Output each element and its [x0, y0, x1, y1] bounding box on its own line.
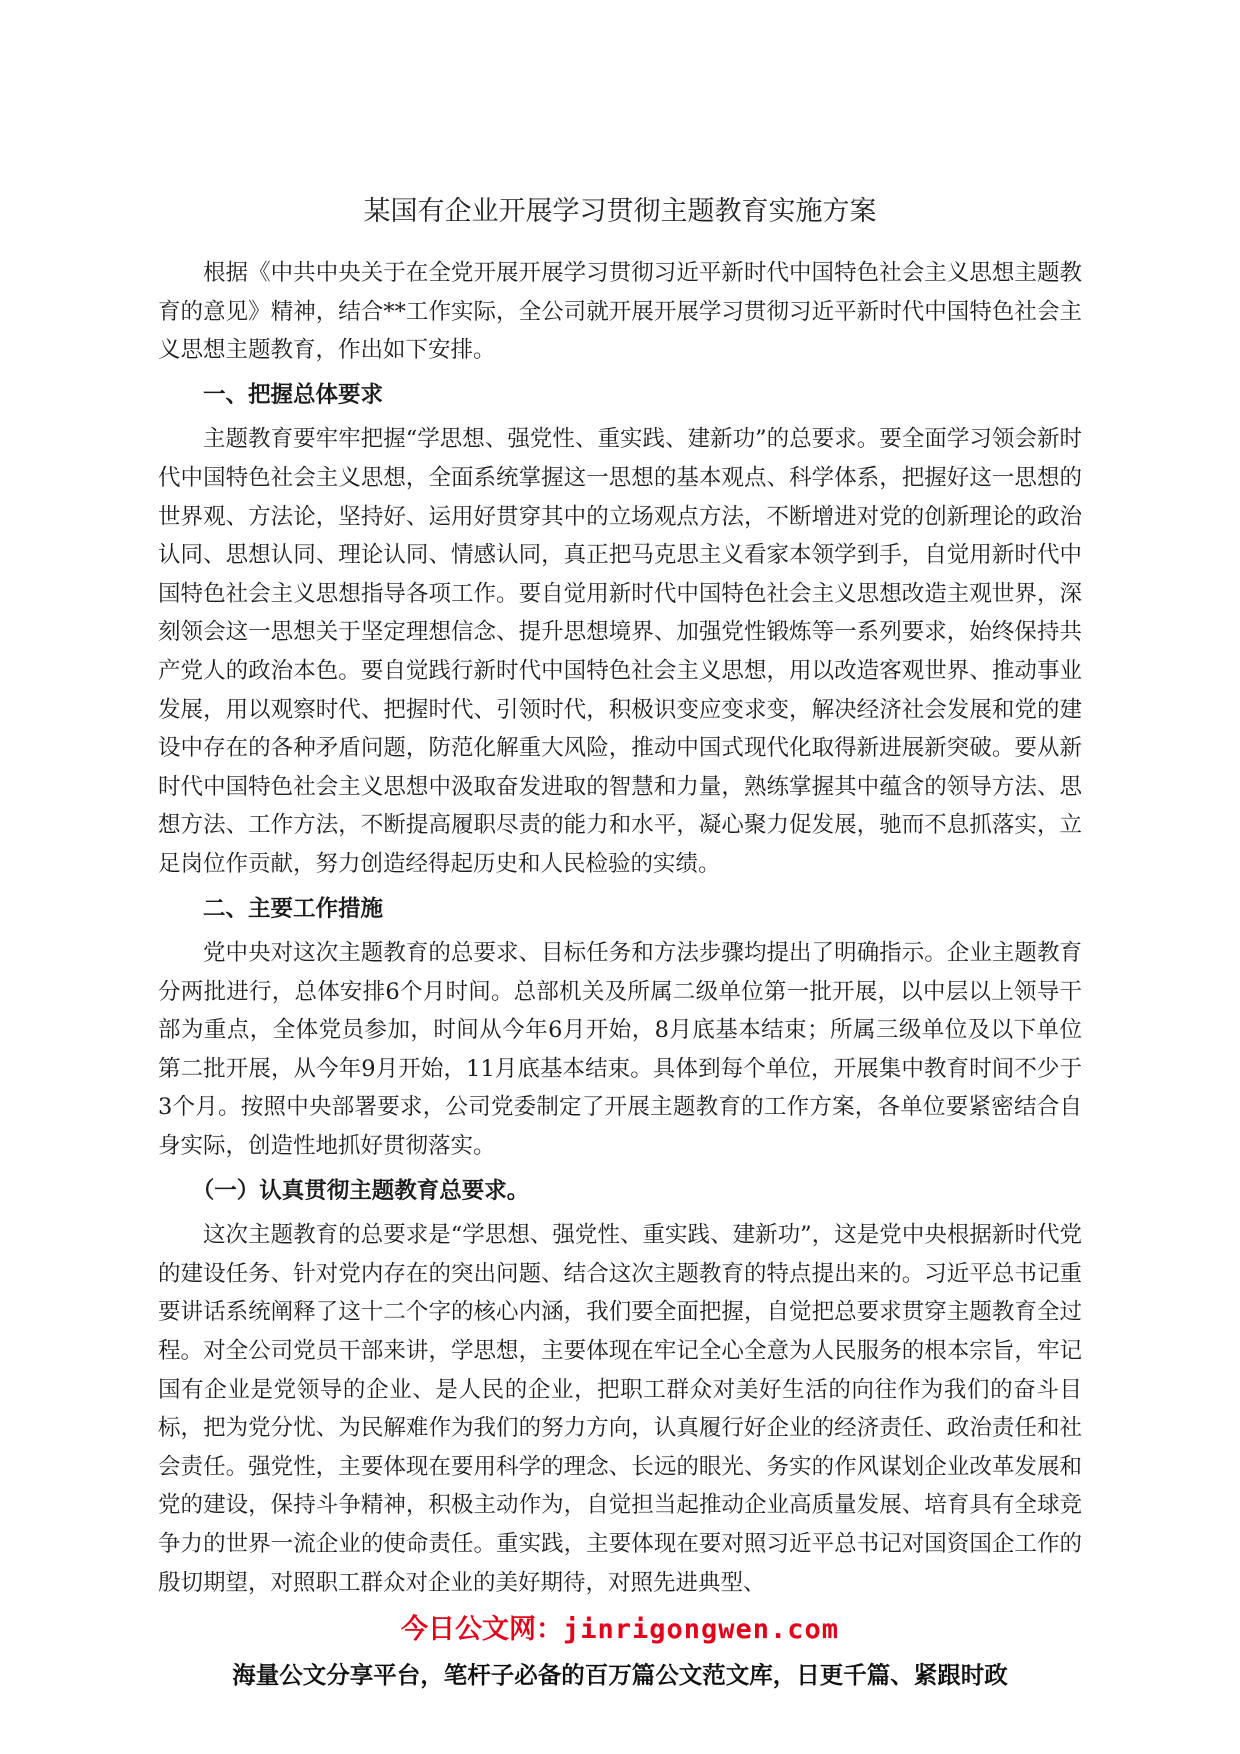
brand-url[interactable]: jinrigongwen.com [562, 1614, 840, 1645]
section-2-heading: 二、主要工作措施 [203, 895, 384, 922]
section-2-paragraph: 党中央对这次主题教育的总要求、目标任务和方法步骤均提出了明确指示。企业主题教育分两批进行，总体安排6个月时间。总部机关及所属二级单位第一批开展，以中层以上领导干部为重点，全体党员参加，时间从今年6月开始，8月底基本结束；所属三级单位及以下单位第二批开展，从今年9月开始，11月底基本结束。具体到每个单位，开展集中教育时间不少于3个月。按照中央部署要求，公司党委制定了开展主题教育的工作方案，各单位要紧密结合自身实际，创造性地抓好贯彻落实。 [158, 940, 1082, 1160]
section-1-heading: 一、把握总体要求 [203, 381, 384, 408]
subsection-1-paragraph: 这次主题教育的总要求是“学思想、强党性、重实践、建新功”，这是党中央根据新时代党的建设任务、针对党内存在的突出问题、结合这次主题教育的特点提出来的。习近平总书记重要讲话系统阐释了这十二个字的核心内涵，我们要全面把握，自觉把总要求贯穿主题教育全过程。对全公司党员干部来讲，学思想，主要体现在牢记全心全意为人民服务的根本宗旨，牢记国有企业是党领导的企业、是人民的企业，把职工群众对美好生活的向往作为我们的奋斗目标，把为党分忧、为民解难作为我们的努力方向，认真履行好企业的经济责任、政治责任和社会责任。强党性，主要体现在要用科学的理念、长远的眼光、务实的作风谋划企业改革发展和党的建设，保持斗争精神，积极主动作为，自觉担当起推动企业高质量发展、培育具有全球竞争力的世界一流企业的使命责任。重实践，主要体现在要对照习近平总书记对国资国企工作的殷切期望，对照职工群众对企业的美好期待，对照先进典型、 [158, 1222, 1082, 1596]
brand-name: 今日公文网： [400, 1614, 563, 1645]
footer-brand [0, 1612, 1240, 1648]
subsection-1-heading: （一）认真贯彻主题教育总要求。 [191, 1177, 530, 1204]
section-1-paragraph: 主题教育要牢牢把握“学思想、强党性、重实践、建新功”的总要求。要全面学习领会新时代中国特色社会主义思想，全面系统掌握这一思想的基本观点、科学体系，把握好这一思想的世界观、方法论，坚持好、运用好贯穿其中的立场观点方法，不断增进对党的创新理论的政治认同、思想认同、理论认同、情感认同，真正把马克思主义看家本领学到手，自觉用新时代中国特色社会主义思想指导各项工作。要自觉用新时代中国特色社会主义思想改造主观世界，深刻领会这一思想关于坚定理想信念、提升思想境界、加强党性锻炼等一系列要求，始终保持共产党人的政治本色。要自觉践行新时代中国特色社会主义思想，用以改造客观世界、推动事业发展，用以观察时代、把握时代、引领时代，积极识变应变求变，解决经济社会发展和党的建设中存在的各种矛盾问题，防范化解重大风险，推动中国式现代化取得新进展新突破。要从新时代中国特色社会主义思想中汲取奋发进取的智慧和力量，熟练掌握其中蕴含的领导方法、思想方法、工作方法，不断提高履职尽责的能力和水平，凝心聚力促发展，驰而不息抓落实，立足岗位作贡献，努力创造经得起历史和人民检验的实绩。 [158, 426, 1082, 877]
document-body [158, 254, 1082, 1602]
footer-slogan: 海量公文分享平台，笔杆子必备的百万篇公文范文库，日更千篇、紧跟时政 [232, 1661, 1008, 1689]
intro-paragraph: 根据《中共中央关于在全党开展开展学习贯彻习近平新时代中国特色社会主义思想主题教育的意见》精神，结合**工作实际，全公司就开展开展学习贯彻习近平新时代中国特色社会主义思想主题教育，作出如下安排。 [158, 260, 1082, 364]
document-title: 某国有企业开展学习贯彻主题教育实施方案 [363, 196, 877, 227]
